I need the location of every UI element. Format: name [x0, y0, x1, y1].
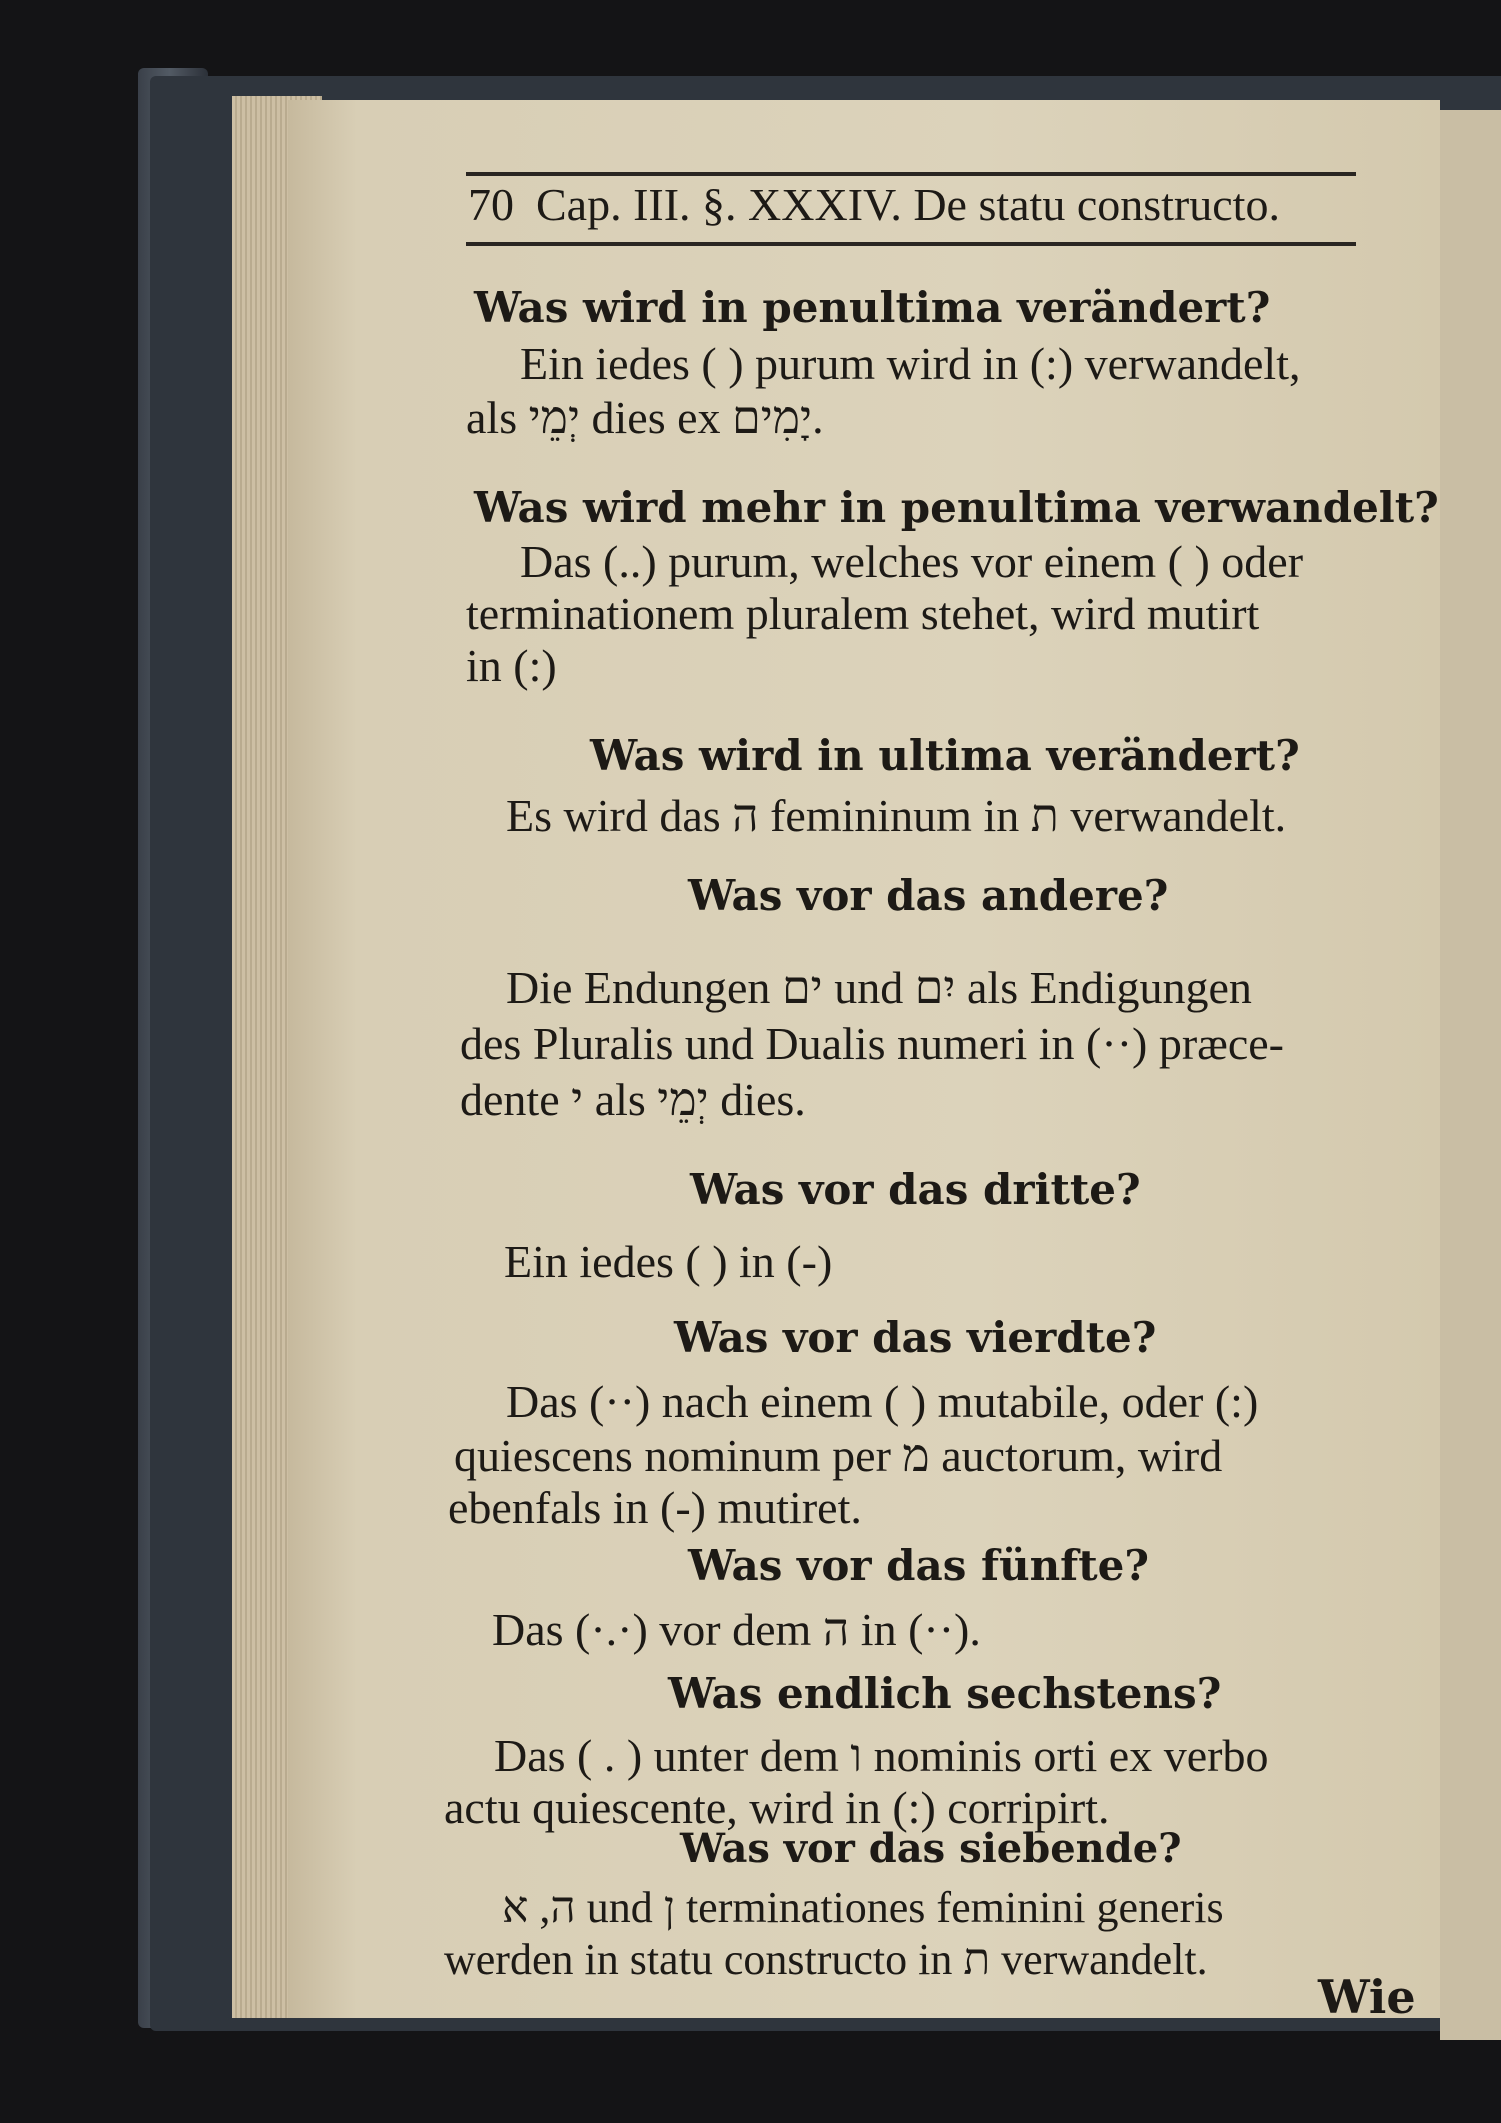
- text-line: werden in statu constructo in ת verwandelt.: [444, 1935, 1208, 1984]
- catchword: Wie: [1318, 1970, 1416, 2024]
- question-line: Was wird in penultima verändert?: [474, 283, 1271, 332]
- text-line: Die Endungen ים und יִם als Endigungen: [506, 962, 1252, 1013]
- header-rule-top: [466, 172, 1356, 176]
- text-line: Das (..) purum, welches vor einem ( ) oder: [520, 536, 1304, 587]
- text-line: als יְמֵי dies ex יָמִים.: [466, 392, 824, 443]
- text-line: Ein iedes ( ) purum wird in (:) verwandelt,: [520, 338, 1301, 389]
- text-line: Ein iedes ( ) in (-): [504, 1236, 833, 1287]
- text-line: Das (··) nach einem ( ) mutabile, oder (:): [506, 1376, 1259, 1427]
- text-line: dente י als יְמֵי dies.: [460, 1074, 806, 1125]
- header-title: Cap. III. §. XXXIV. De statu constructo.: [536, 179, 1280, 230]
- text-line: actu quiescente, wird in (:) corripirt.: [444, 1782, 1110, 1833]
- text-line: terminationem pluralem stehet, wird mutirt: [466, 588, 1260, 639]
- header-rule-bottom: [466, 242, 1356, 246]
- book-page: [288, 100, 1440, 2024]
- text-line: Das (·.·) vor dem ה in (··).: [492, 1604, 981, 1655]
- question-line: Was vor das dritte?: [690, 1165, 1141, 1214]
- text-line: Das ( . ) unter dem ו nominis orti ex verbo: [494, 1730, 1269, 1781]
- text-line: des Pluralis und Dualis numeri in (··) præce-: [460, 1018, 1284, 1069]
- question-line: Was vor das andere?: [688, 871, 1169, 920]
- question-line: Was vor das siebende?: [680, 1825, 1182, 1872]
- question-line: Was wird mehr in penultima verwandelt?: [474, 483, 1439, 532]
- page-number: 70: [468, 179, 514, 230]
- text-line: Es wird das ה femininum in ת verwandelt.: [506, 790, 1287, 841]
- text-line: ebenfals in (-) mutiret.: [448, 1482, 862, 1533]
- running-header: [468, 178, 1348, 231]
- text-line: in (:): [466, 640, 557, 691]
- question-line: Was vor das fünfte?: [688, 1541, 1149, 1590]
- question-line: Was vor das vierdte?: [674, 1313, 1157, 1362]
- question-line: Was endlich sechstens?: [668, 1669, 1222, 1718]
- text-line: quiescens nominum per מ auctorum, wird: [454, 1430, 1223, 1481]
- question-line: Was wird in ultima verändert?: [590, 731, 1300, 780]
- text-line: ה, א und ן terminationes feminini generis: [502, 1883, 1224, 1932]
